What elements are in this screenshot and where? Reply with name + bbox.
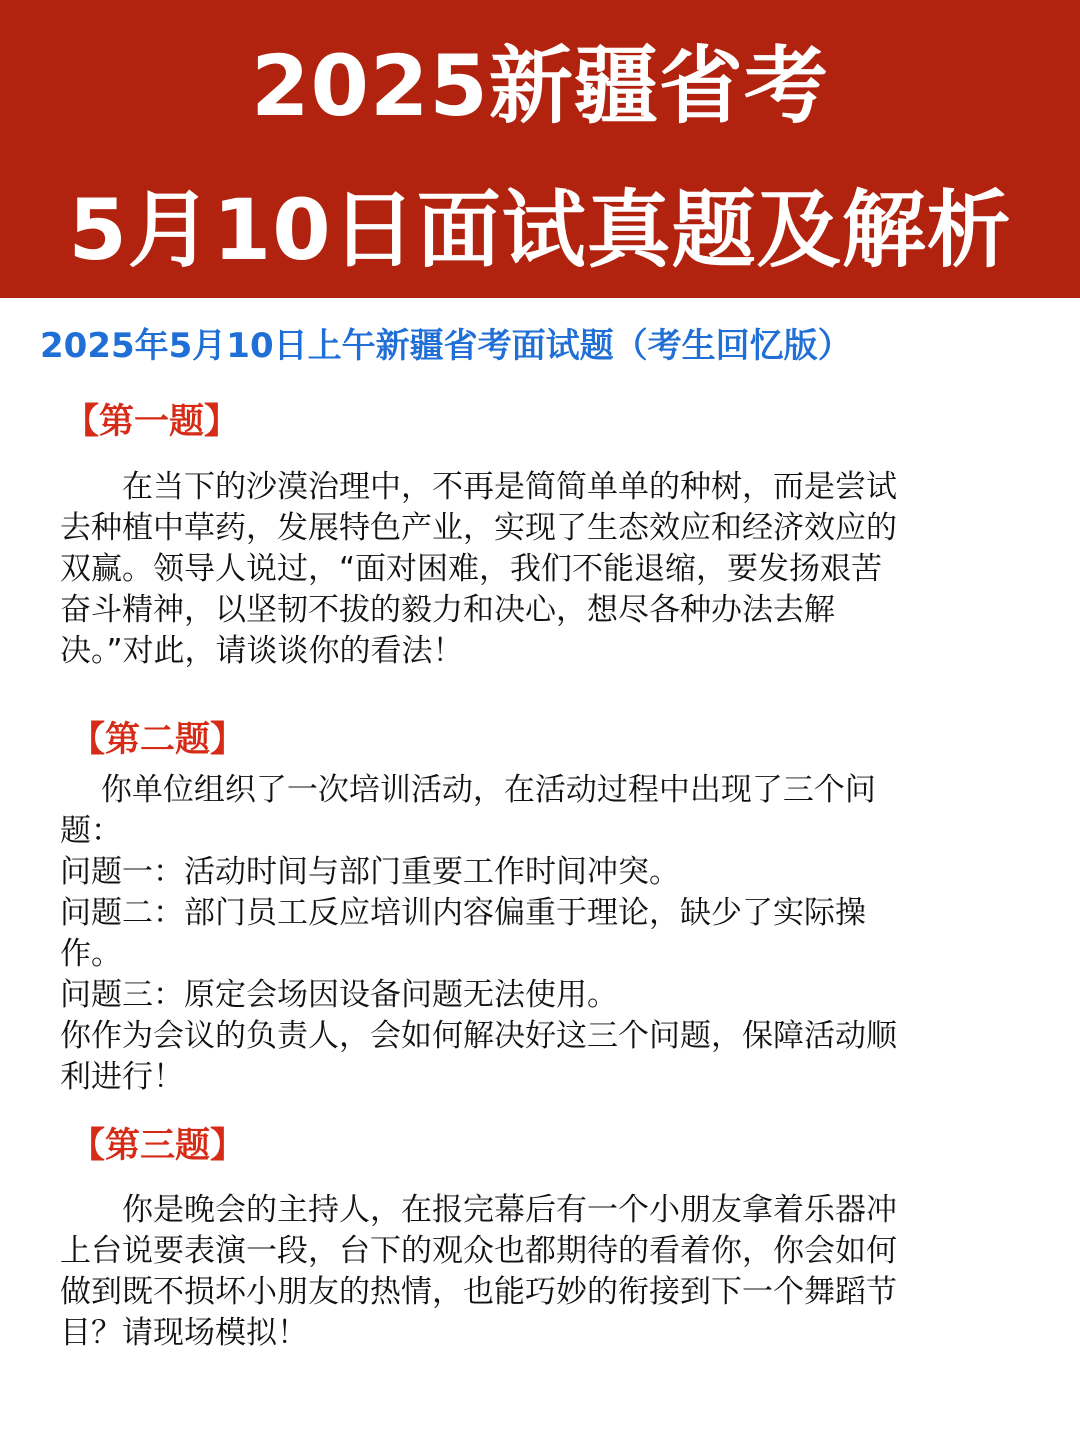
exam-subtitle: 2025年5月10日上午新疆省考面试题（考生回忆版） [40,326,852,366]
question-1-text: 在当下的沙漠治理中，不再是简简单单的种树，而是尝试 去种植中草药，发展特色产业，实现了生态效应和经济效应的 双赢。领导人说过，“面对困难，我们不能退缩，要发扬艰苦 奋斗精神，以坚韧不拔的毅力和决心，想尽各种办法去解 决。”对此，请谈谈你的看法！ [60,469,897,669]
title-banner [0,0,1080,298]
banner-title-line-1: 2025新疆省考 [251,37,829,135]
question-2-title: 【第二题】 [70,720,246,760]
question-3-text: 你是晚会的主持人，在报完幕后有一个小朋友拿着乐器冲 上台说要表演一段，台下的观众也都期待的看着你，你会如何 做到既不损坏小朋友的热情，也能巧妙的衔接到下一个舞蹈节 目？请现场模拟！ [60,1192,897,1351]
question-3-title: 【第三题】 [70,1126,246,1166]
banner-title-line-2: 5月10日面试真题及解析 [68,181,1012,279]
question-2-text: 你单位组织了一次培训活动，在活动过程中出现了三个问 题： 问题一：活动时间与部门重要工作时间冲突。 问题二：部门员工反应培训内容偏重于理论，缺少了实际操 作。 问题三：原定会场因设备问题无法使用。 你作为会议的负责人，会如何解决好这三个问题，保障活动顺 利进行！ [60,772,897,1095]
question-1-title: 【第一题】 [64,402,240,442]
